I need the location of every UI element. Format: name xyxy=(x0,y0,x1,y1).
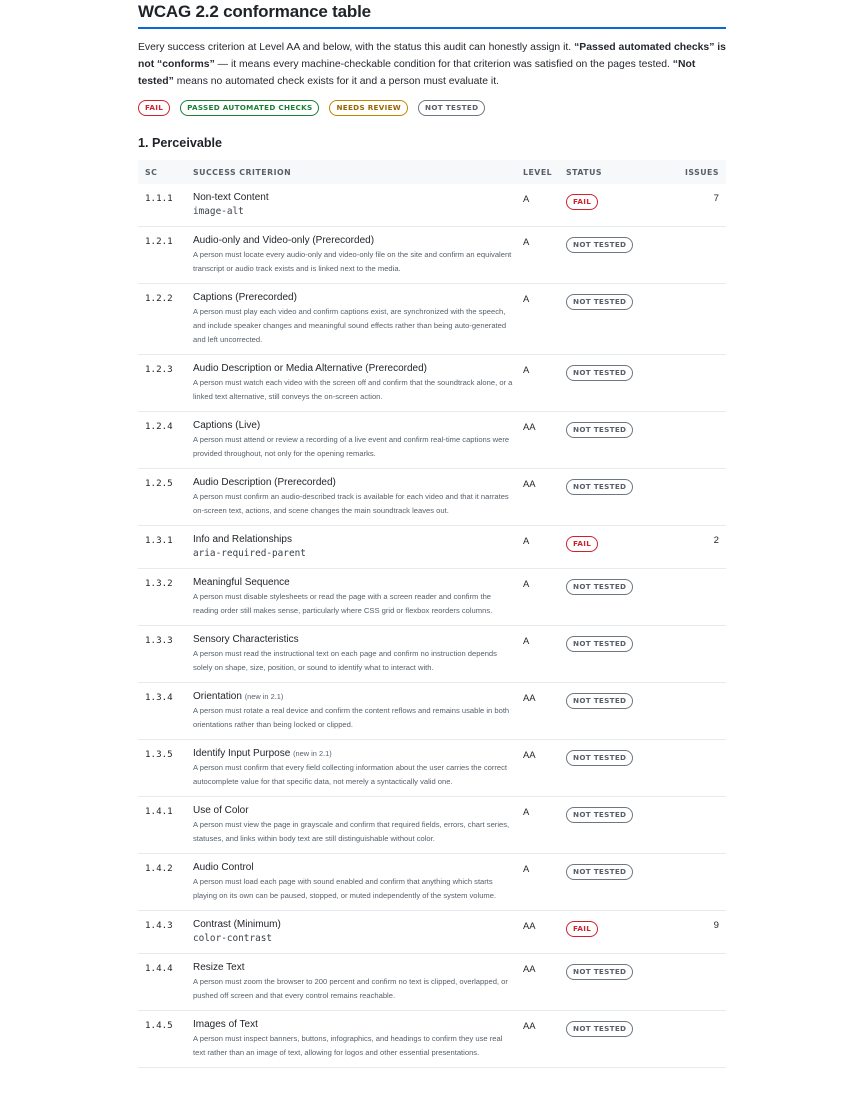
manual-test-note: A person must attend or review a recording of a live event and confirm real-time captions were provided throughout, not only for the opening remarks. xyxy=(193,435,510,458)
status-cell xyxy=(566,854,676,911)
criterion-title xyxy=(193,234,523,248)
level-cell: A xyxy=(523,854,566,911)
new-in-version-tag: (new in 2.1) xyxy=(293,749,332,758)
sc-number: 1.4.1 xyxy=(138,797,193,854)
status-cell xyxy=(566,526,676,569)
sc-number: 1.3.3 xyxy=(138,626,193,683)
sc-number: 1.2.2 xyxy=(138,284,193,355)
criterion-name: Captions (Live) xyxy=(193,420,261,431)
status-cell xyxy=(566,469,676,526)
sc-number: 1.4.4 xyxy=(138,954,193,1011)
criterion-cell xyxy=(193,683,523,740)
level-cell: A xyxy=(523,626,566,683)
legend-fail-badge: FAIL xyxy=(138,100,170,116)
sc-number: 1.4.5 xyxy=(138,1011,193,1068)
manual-test-note: A person must play each video and confirm captions exist, are synchronized with the speech, and include speaker changes and meaningful sound effects rather than being auto-generated and left uncorrected. xyxy=(193,307,507,344)
table-row xyxy=(138,184,726,227)
status-badge: NOT TESTED xyxy=(566,636,633,652)
table-row xyxy=(138,1011,726,1068)
status-cell xyxy=(566,355,676,412)
status-badge: NOT TESTED xyxy=(566,1021,633,1037)
status-badge: NOT TESTED xyxy=(566,579,633,595)
manual-test-note: A person must confirm that every field collecting information about the user carries the correct autocomplete value for that specific data, not merely a syntactically valid one. xyxy=(193,763,508,786)
intro-text-3: means no automated check exists for it and a person must evaluate it. xyxy=(173,76,499,87)
manual-test-note: A person must read the instructional text on each page and confirm no instruction depends solely on shape, size, position, or sound to identify what to interact with. xyxy=(193,649,497,672)
criterion-cell xyxy=(193,184,523,227)
issue-count: 9 xyxy=(713,920,719,931)
sc-number: 1.3.2 xyxy=(138,569,193,626)
status-cell xyxy=(566,954,676,1011)
criterion-name: Orientation xyxy=(193,691,242,702)
issue-count: 2 xyxy=(713,535,719,546)
level-cell: A xyxy=(523,526,566,569)
sc-number: 1.2.4 xyxy=(138,412,193,469)
criterion-title xyxy=(193,576,523,590)
status-badge: NOT TESTED xyxy=(566,964,633,980)
criterion-title xyxy=(193,747,523,761)
automated-rule-id: image-alt xyxy=(193,206,244,217)
level-cell: AA xyxy=(523,1011,566,1068)
table-row xyxy=(138,954,726,1011)
criterion-name: Audio Control xyxy=(193,862,254,873)
status-cell xyxy=(566,1011,676,1068)
section-title: 1. Perceivable xyxy=(138,136,223,150)
page-title: WCAG 2.2 conformance table xyxy=(138,2,371,21)
criterion-title xyxy=(193,191,523,205)
new-in-version-tag: (new in 2.1) xyxy=(244,692,284,701)
level-cell: AA xyxy=(523,954,566,1011)
criterion-title xyxy=(193,419,523,433)
automated-rule-id: aria-required-parent xyxy=(193,548,306,559)
criterion-cell xyxy=(193,526,523,569)
issues-cell xyxy=(676,412,726,469)
status-cell xyxy=(566,626,676,683)
table-row xyxy=(138,227,726,284)
criterion-title xyxy=(193,804,523,818)
issues-cell xyxy=(676,797,726,854)
criterion-name: Use of Color xyxy=(193,805,249,816)
table-row xyxy=(138,683,726,740)
criterion-title xyxy=(193,533,523,547)
manual-test-note: A person must zoom the browser to 200 percent and confirm no text is clipped, overlapped, or pushed off screen and that every control remains reachable. xyxy=(193,977,508,1000)
table-body xyxy=(138,184,726,1068)
criterion-cell xyxy=(193,740,523,797)
status-badge: NOT TESTED xyxy=(566,693,633,709)
criterion-name: Resize Text xyxy=(193,962,245,973)
status-cell xyxy=(566,797,676,854)
sc-number: 1.3.5 xyxy=(138,740,193,797)
criterion-cell xyxy=(193,854,523,911)
status-cell xyxy=(566,412,676,469)
status-badge: NOT TESTED xyxy=(566,479,633,495)
criterion-name: Identify Input Purpose xyxy=(193,748,291,759)
criterion-cell xyxy=(193,469,523,526)
criterion-cell xyxy=(193,911,523,954)
issues-cell xyxy=(676,227,726,284)
issues-cell xyxy=(676,1011,726,1068)
issues-cell xyxy=(676,569,726,626)
legend-nottested-badge: NOT TESTED xyxy=(418,100,485,116)
manual-test-note: A person must load each page with sound enabled and confirm that anything which starts playing on its own can be paused, stopped, or muted independently of the system volume. xyxy=(193,877,497,900)
criterion-name: Contrast (Minimum) xyxy=(193,919,281,930)
criterion-title xyxy=(193,476,523,490)
status-badge: NOT TESTED xyxy=(566,237,633,253)
manual-test-note: A person must inspect banners, buttons, infographics, and headings to confirm they use real text rather than an image of text, allowing for logos and other essential presentations. xyxy=(193,1034,503,1057)
criterion-cell xyxy=(193,227,523,284)
level-cell: AA xyxy=(523,412,566,469)
criterion-name: Meaningful Sequence xyxy=(193,577,290,588)
table-row xyxy=(138,740,726,797)
manual-test-note: A person must watch each video with the screen off and confirm that the soundtrack alone, or a linked text alternative, still conveys the on-screen action. xyxy=(193,378,513,401)
manual-test-note: A person must view the page in grayscale and confirm that required fields, errors, chart series, statuses, and links within body text are still distinguishable without color. xyxy=(193,820,510,843)
level-cell: A xyxy=(523,355,566,412)
header-criterion: SUCCESS CRITERION xyxy=(193,167,292,177)
table-row xyxy=(138,911,726,954)
criterion-title xyxy=(193,918,523,932)
intro-text-1: Every success criterion at Level AA and below, with the status this audit can honestly assign it. xyxy=(138,42,575,53)
status-cell xyxy=(566,683,676,740)
status-cell xyxy=(566,284,676,355)
header-status: STATUS xyxy=(566,167,603,177)
criterion-title xyxy=(193,633,523,647)
criterion-title xyxy=(193,1018,523,1032)
sc-number: 1.3.1 xyxy=(138,526,193,569)
sc-number: 1.3.4 xyxy=(138,683,193,740)
status-badge: NOT TESTED xyxy=(566,422,633,438)
status-badge: NOT TESTED xyxy=(566,294,633,310)
status-cell xyxy=(566,569,676,626)
status-badge: FAIL xyxy=(566,194,598,210)
criterion-name: Captions (Prerecorded) xyxy=(193,292,297,303)
status-cell xyxy=(566,740,676,797)
level-cell: AA xyxy=(523,683,566,740)
criterion-name: Non-text Content xyxy=(193,192,269,203)
automated-rule-id: color-contrast xyxy=(193,933,273,944)
issues-cell xyxy=(676,740,726,797)
table-row xyxy=(138,469,726,526)
level-cell: AA xyxy=(523,740,566,797)
criterion-name: Audio Description (Prerecorded) xyxy=(193,477,336,488)
level-cell: AA xyxy=(523,911,566,954)
sc-number: 1.2.3 xyxy=(138,355,193,412)
table-row xyxy=(138,797,726,854)
status-cell xyxy=(566,184,676,227)
status-cell xyxy=(566,911,676,954)
table-row xyxy=(138,569,726,626)
table-row xyxy=(138,854,726,911)
issues-cell xyxy=(676,911,726,954)
status-badge: NOT TESTED xyxy=(566,365,633,381)
criterion-cell xyxy=(193,797,523,854)
manual-test-note: A person must locate every audio-only and video-only file on the site and confirm an equivalent transcript or audio track exists and is linked next to the media. xyxy=(193,250,512,273)
table-header-row xyxy=(138,160,726,184)
sc-number: 1.1.1 xyxy=(138,184,193,227)
criterion-title xyxy=(193,291,523,305)
issues-cell xyxy=(676,355,726,412)
table-row xyxy=(138,526,726,569)
criterion-name: Audio Description or Media Alternative (Prerecorded) xyxy=(193,363,427,374)
issues-cell xyxy=(676,284,726,355)
table-row xyxy=(138,626,726,683)
table-row xyxy=(138,284,726,355)
intro-emphasis-1: “Passed automated checks” is not “conforms” xyxy=(138,42,726,70)
header-issues: ISSUES xyxy=(684,167,719,177)
criterion-name: Sensory Characteristics xyxy=(193,634,299,645)
level-cell: A xyxy=(523,227,566,284)
status-badge: NOT TESTED xyxy=(566,864,633,880)
criterion-title xyxy=(193,362,523,376)
manual-test-note: A person must confirm an audio-described track is available for each video and that it narrates on-screen text, actions, and scene changes the main soundtrack leaves out. xyxy=(193,492,509,515)
legend-review-badge: NEEDS REVIEW xyxy=(329,100,408,116)
issues-cell xyxy=(676,954,726,1011)
criterion-name: Images of Text xyxy=(193,1019,258,1030)
conformance-page xyxy=(138,0,726,1068)
header-level: LEVEL xyxy=(523,167,553,177)
level-cell: A xyxy=(523,797,566,854)
legend-pass-badge: PASSED AUTOMATED CHECKS xyxy=(180,100,319,116)
issues-cell xyxy=(676,626,726,683)
issue-count: 7 xyxy=(713,193,719,204)
issues-cell xyxy=(676,469,726,526)
criterion-cell xyxy=(193,954,523,1011)
sc-number: 1.2.5 xyxy=(138,469,193,526)
title-divider xyxy=(138,27,726,29)
sc-number: 1.4.2 xyxy=(138,854,193,911)
issues-cell xyxy=(676,683,726,740)
criterion-cell xyxy=(193,569,523,626)
status-badge: FAIL xyxy=(566,921,598,937)
issues-cell xyxy=(676,526,726,569)
sc-number: 1.2.1 xyxy=(138,227,193,284)
issues-cell xyxy=(676,854,726,911)
status-badge: NOT TESTED xyxy=(566,750,633,766)
criterion-cell xyxy=(193,355,523,412)
sc-number: 1.4.3 xyxy=(138,911,193,954)
status-badge: FAIL xyxy=(566,536,598,552)
status-legend xyxy=(138,100,726,116)
criterion-cell xyxy=(193,1011,523,1068)
manual-test-note: A person must rotate a real device and confirm the content reflows and remains usable in both orientations rather than being locked or clipped. xyxy=(193,706,510,729)
level-cell: A xyxy=(523,569,566,626)
header-sc: SC xyxy=(145,167,158,177)
intro-paragraph xyxy=(138,39,728,90)
level-cell: A xyxy=(523,184,566,227)
criterion-cell xyxy=(193,626,523,683)
conformance-table xyxy=(138,160,726,1068)
level-cell: AA xyxy=(523,469,566,526)
status-cell xyxy=(566,227,676,284)
manual-test-note: A person must disable stylesheets or read the page with a screen reader and confirm the reading order still makes sense, particularly where CSS grid or flexbox reorders columns. xyxy=(193,592,493,615)
issues-cell xyxy=(676,184,726,227)
criterion-title xyxy=(193,690,523,704)
criterion-name: Info and Relationships xyxy=(193,534,292,545)
criterion-cell xyxy=(193,284,523,355)
table-row xyxy=(138,355,726,412)
level-cell: A xyxy=(523,284,566,355)
criterion-cell xyxy=(193,412,523,469)
criterion-title xyxy=(193,861,523,875)
criterion-title xyxy=(193,961,523,975)
criterion-name: Audio-only and Video-only (Prerecorded) xyxy=(193,235,375,246)
intro-text-2: — it means every machine-checkable condition for that criterion was satisfied on the pages tested. xyxy=(214,59,673,70)
intro-emphasis-2: “Not tested” xyxy=(138,59,696,87)
table-row xyxy=(138,412,726,469)
status-badge: NOT TESTED xyxy=(566,807,633,823)
